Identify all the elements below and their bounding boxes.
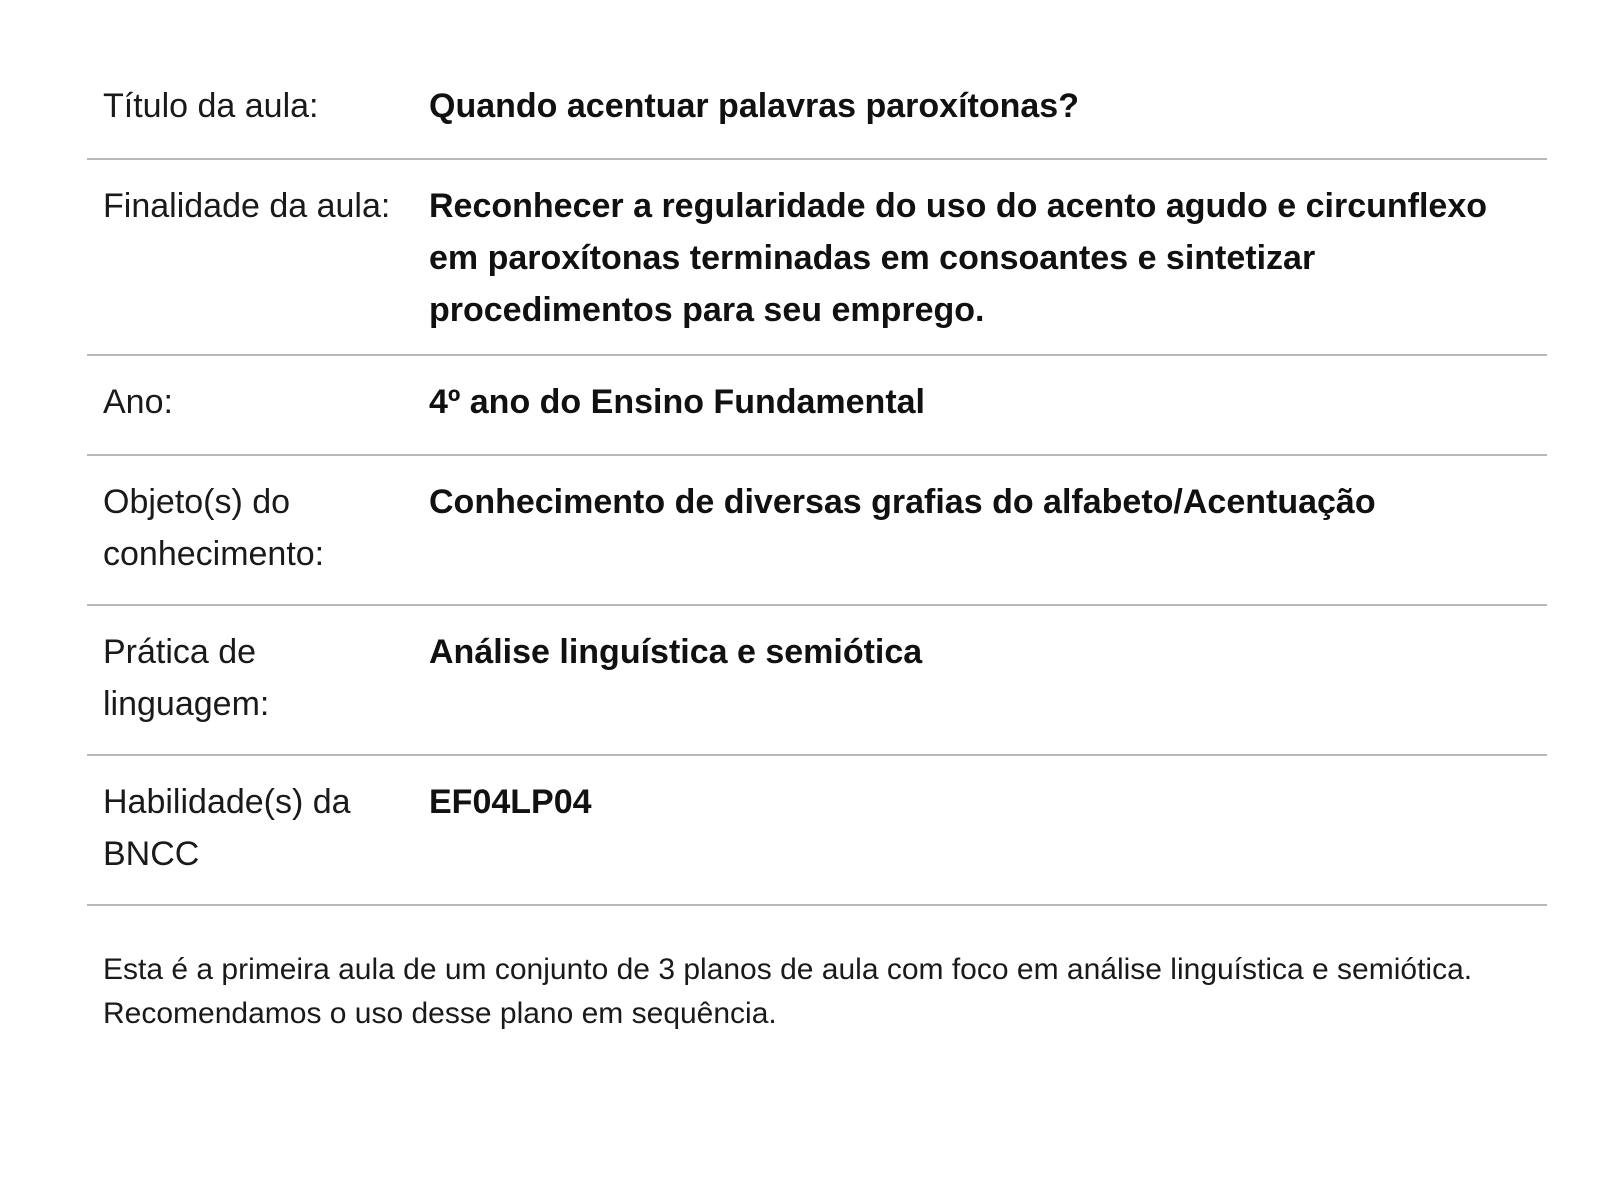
label-knowledge-object: Objeto(s) do conhecimento: xyxy=(103,483,325,573)
label-year: Ano: xyxy=(103,383,173,421)
label-language-practice: Prática de linguagem: xyxy=(103,633,270,723)
label-bncc-skill: Habilidade(s) da BNCC xyxy=(103,783,351,873)
table-row-language-practice xyxy=(87,605,1547,755)
table-row-knowledge-object xyxy=(87,455,1547,605)
lesson-info-table xyxy=(87,60,1547,906)
label-lesson-title: Título da aula: xyxy=(103,87,319,125)
label-lesson-purpose: Finalidade da aula: xyxy=(103,187,391,225)
value-lesson-title: Quando acentuar palavras paroxítonas? xyxy=(429,87,1079,125)
value-language-practice: Análise linguística e semiótica xyxy=(429,633,923,671)
table-row-title xyxy=(87,60,1547,159)
value-lesson-purpose: Reconhecer a regularidade do uso do acento agudo e circunflexo em paroxítonas terminadas em consoantes e sintetizar procedimentos para seu emprego. xyxy=(429,187,1488,329)
value-knowledge-object: Conhecimento de diversas grafias do alfabeto/Acentuação xyxy=(429,483,1376,521)
table-row-bncc-skill xyxy=(87,755,1547,905)
table-row-year xyxy=(87,355,1547,455)
value-year: 4º ano do Ensino Fundamental xyxy=(429,383,926,421)
table-row-purpose xyxy=(87,159,1547,355)
value-bncc-skill: EF04LP04 xyxy=(429,783,592,821)
sequence-note: Esta é a primeira aula de um conjunto de 3 planos de aula com foco em análise linguística e semiótica. Recomendamos o uso desse plano em sequência. xyxy=(103,953,1473,1030)
